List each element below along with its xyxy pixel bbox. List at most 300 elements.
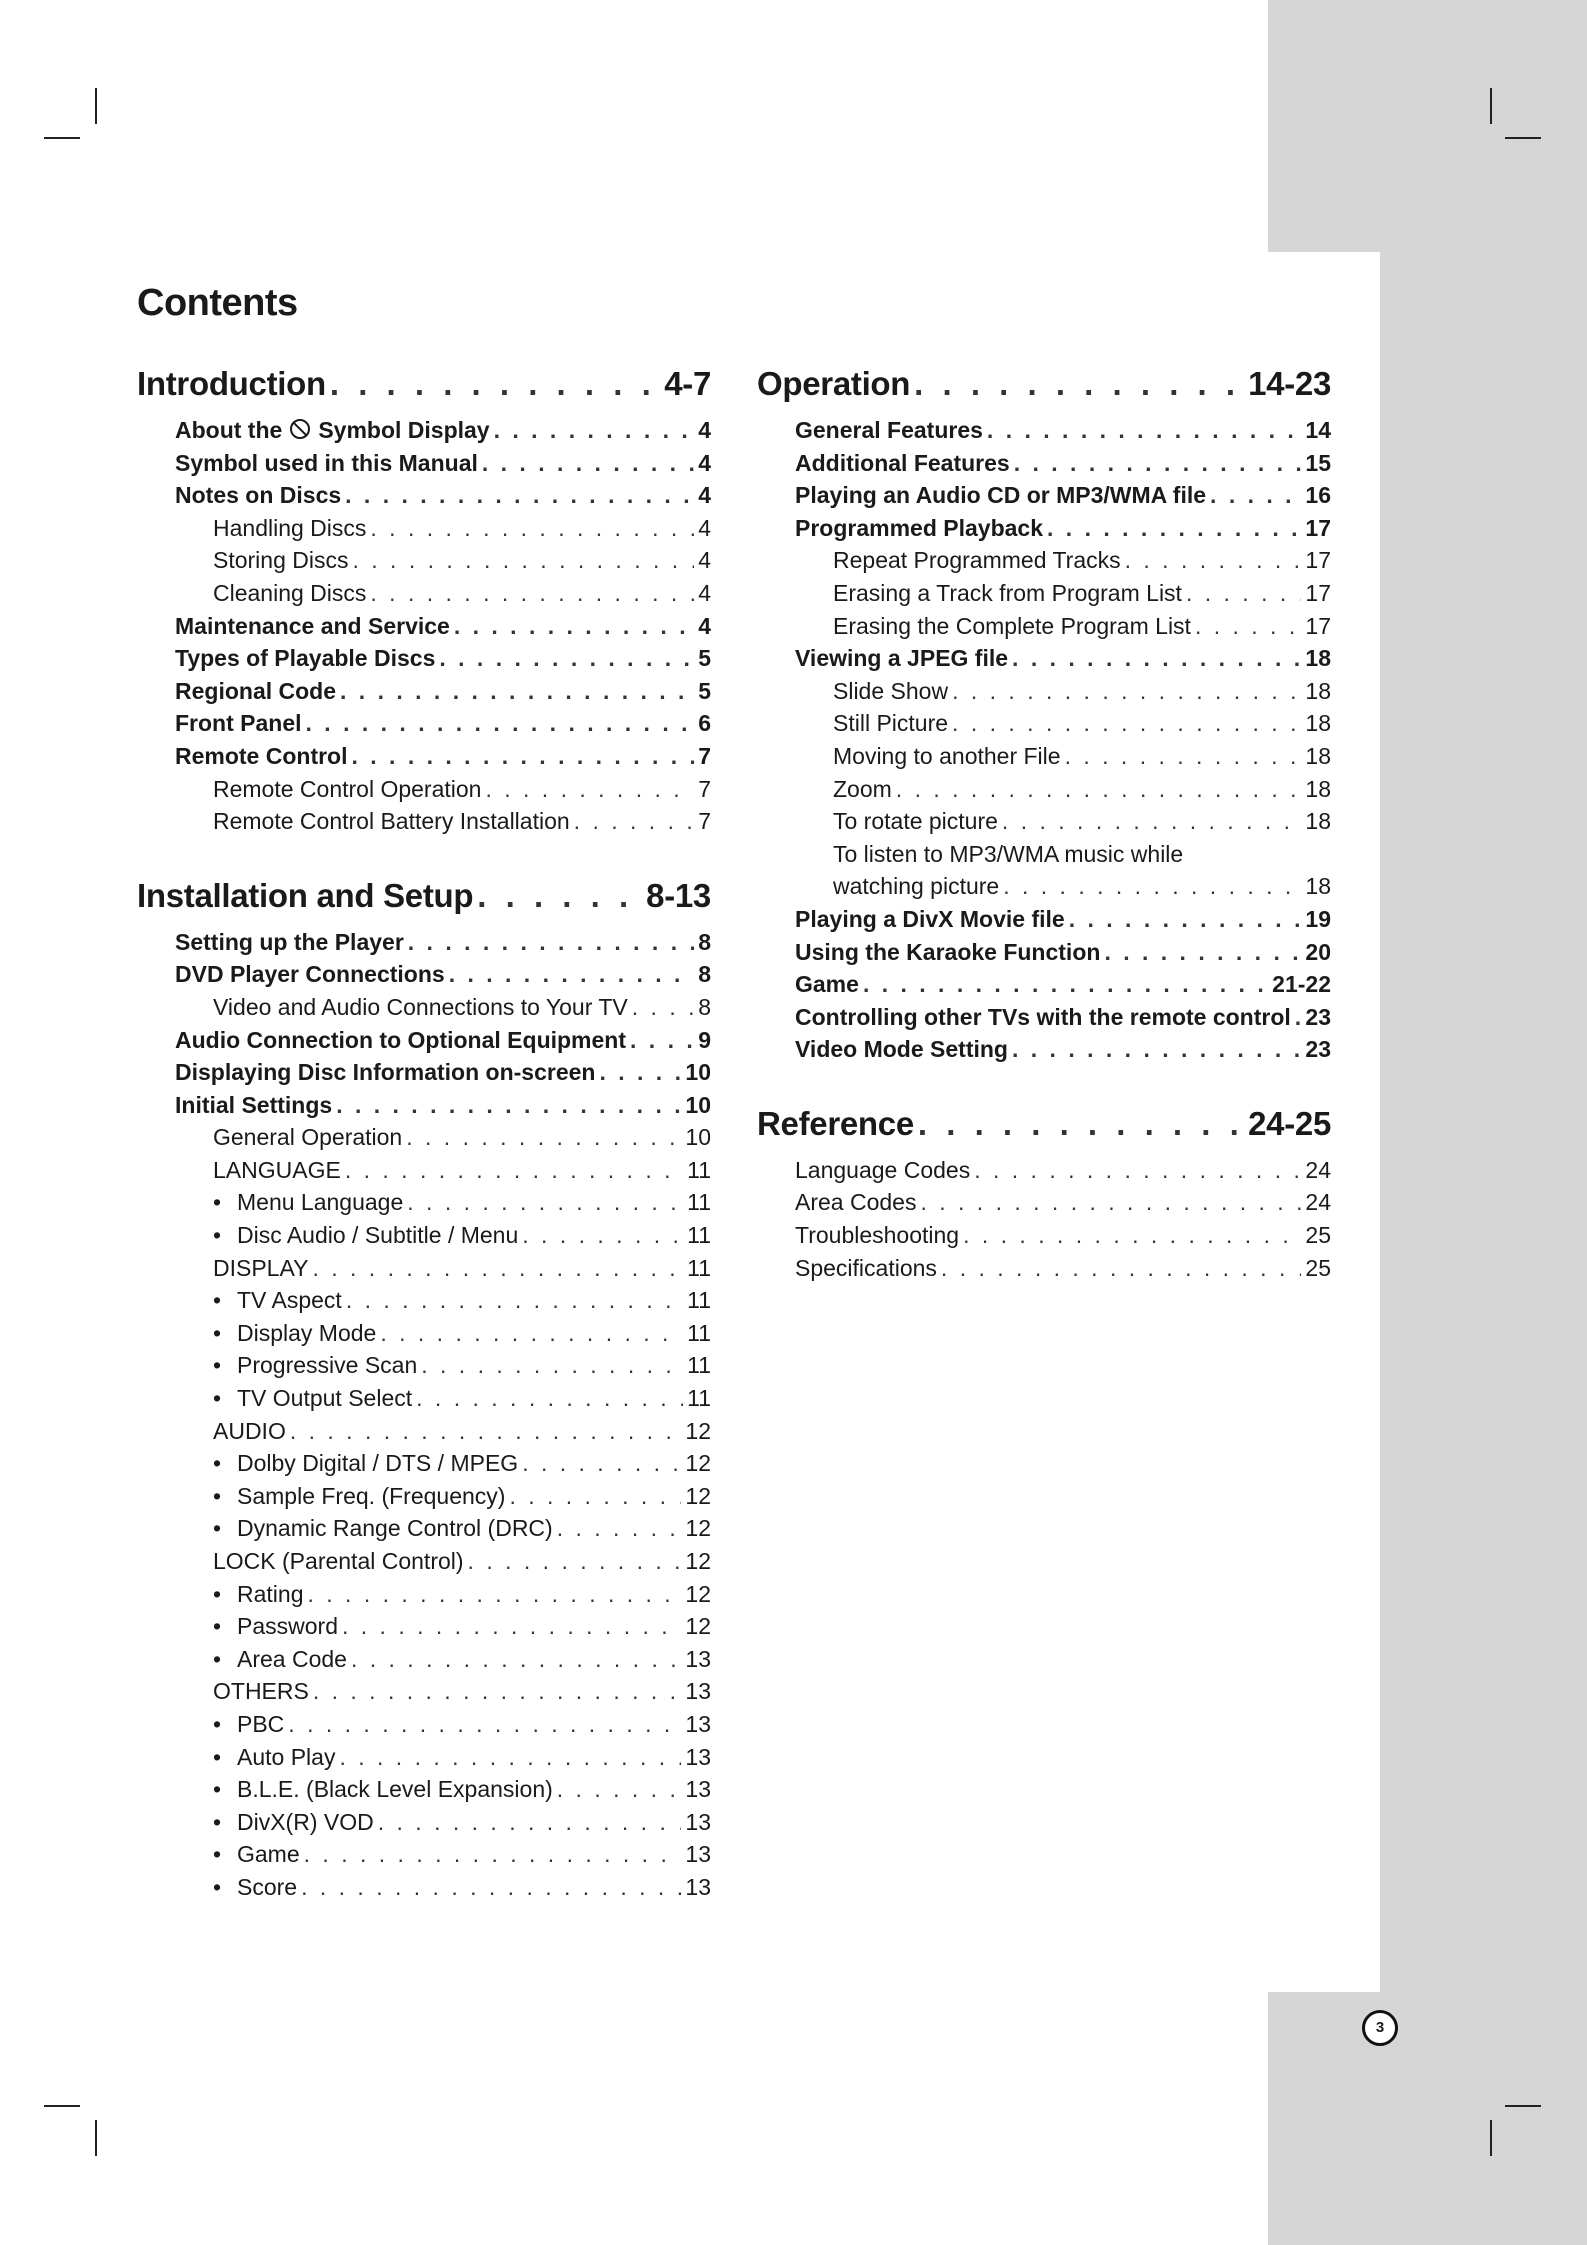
- toc-entry-page: 13: [685, 1873, 711, 1900]
- dot-leader: [952, 707, 1301, 740]
- bullet-icon: •: [213, 1222, 222, 1249]
- toc-entry[interactable]: [137, 1056, 711, 1089]
- toc-entry-label: OTHERS: [213, 1678, 309, 1705]
- section-heading[interactable]: [137, 874, 711, 918]
- bullet-icon: •: [213, 1645, 222, 1672]
- toc-entry[interactable]: [137, 1545, 711, 1578]
- toc-entry-page: 10: [685, 1059, 711, 1086]
- dot-leader: [346, 1284, 683, 1317]
- crop-mark: [1505, 137, 1541, 139]
- toc-entry-label: Sample Freq. (Frequency): [237, 1482, 506, 1509]
- toc-entry-label: Maintenance and Service: [175, 612, 450, 639]
- bullet-icon: •: [213, 1287, 222, 1314]
- toc-entry-page: 13: [685, 1645, 711, 1672]
- dot-leader: [378, 1806, 682, 1839]
- dot-leader: [630, 1024, 694, 1057]
- dot-leader: [288, 1708, 681, 1741]
- prohibit-icon: [290, 419, 310, 439]
- dot-leader: [863, 968, 1268, 1001]
- toc-entry[interactable]: [137, 414, 711, 447]
- toc-entry-page: 11: [687, 1319, 711, 1346]
- toc-entry[interactable]: [137, 1024, 711, 1057]
- section-heading[interactable]: [757, 1102, 1331, 1146]
- toc-entry-label: General Features: [795, 417, 983, 443]
- toc-entry-page: 12: [685, 1482, 711, 1509]
- toc-entry-page: 8: [698, 928, 711, 955]
- toc-entry[interactable]: [757, 1252, 1331, 1285]
- dot-leader: [557, 1512, 682, 1545]
- toc-entry-page: 25: [1305, 1254, 1331, 1281]
- dot-leader: [330, 362, 660, 406]
- dot-leader: [477, 874, 642, 918]
- bullet-icon: •: [213, 1808, 222, 1835]
- toc-entry-label-text: Symbol Display: [318, 417, 490, 443]
- toc-entry[interactable]: [757, 1001, 1331, 1034]
- toc-entry[interactable]: [757, 773, 1331, 806]
- toc-entry[interactable]: [757, 610, 1331, 643]
- toc-entry-page: 8: [698, 993, 711, 1020]
- toc-entry[interactable]: [757, 447, 1331, 480]
- toc-entry-label: Remote Control Operation: [213, 775, 482, 802]
- toc-entry-page: 13: [685, 1743, 711, 1770]
- toc-entry[interactable]: [757, 903, 1331, 936]
- toc-entry-label: LANGUAGE: [213, 1156, 341, 1183]
- toc-entry[interactable]: [137, 512, 711, 545]
- toc-entry-page: 17: [1305, 579, 1331, 606]
- toc-entry-label: Display Mode: [237, 1319, 377, 1346]
- toc-entry-label: Displaying Disc Information on-screen: [175, 1059, 596, 1086]
- toc-entry-page: 15: [1305, 449, 1331, 476]
- toc-entry-label: Audio Connection to Optional Equipment: [175, 1026, 627, 1053]
- toc-entry-label: Troubleshooting: [795, 1222, 960, 1249]
- bullet-icon: •: [213, 1710, 222, 1737]
- toc-entry[interactable]: [137, 773, 711, 806]
- toc-entry-page: 10: [685, 1124, 711, 1151]
- dot-leader: [454, 610, 694, 643]
- toc-entry-page: 11: [687, 1385, 711, 1412]
- toc-entry[interactable]: [137, 1675, 711, 1708]
- toc-entry-label: Erasing a Track from Program List: [833, 579, 1182, 606]
- toc-entry[interactable]: [137, 1610, 711, 1643]
- toc-entry[interactable]: [757, 479, 1331, 512]
- toc-entry-label: Front Panel: [175, 710, 302, 737]
- toc-entry[interactable]: [757, 1154, 1331, 1187]
- crop-mark: [95, 88, 97, 124]
- dot-leader: [974, 1154, 1301, 1187]
- bullet-icon: •: [213, 1743, 222, 1770]
- toc-entry[interactable]: [137, 926, 711, 959]
- toc-entry[interactable]: [137, 1741, 711, 1774]
- dot-leader: [509, 1480, 681, 1513]
- toc-column-left: [137, 362, 711, 1904]
- bullet-icon: •: [213, 1515, 222, 1542]
- toc-entry[interactable]: [137, 1838, 711, 1871]
- toc-entry-label: Cleaning Discs: [213, 579, 367, 606]
- page-title: Contents: [137, 282, 298, 324]
- bullet-icon: •: [213, 1352, 222, 1379]
- dot-leader: [345, 1154, 683, 1187]
- toc-entry[interactable]: [137, 805, 711, 838]
- toc-entry[interactable]: [757, 870, 1331, 903]
- toc-entry-page: 5: [698, 645, 711, 672]
- dot-leader: [522, 1219, 683, 1252]
- section-pages: 14-23: [1248, 365, 1331, 402]
- toc-entry[interactable]: [137, 1154, 711, 1187]
- dot-leader: [421, 1349, 683, 1382]
- dot-leader: [987, 414, 1301, 447]
- toc-entry-label: [175, 414, 490, 447]
- toc-entry-page: 11: [687, 1222, 711, 1249]
- toc-entry[interactable]: [137, 1317, 711, 1350]
- dot-leader: [920, 1186, 1301, 1219]
- toc-entry-page: 4: [698, 612, 711, 639]
- toc-entry-label: Auto Play: [237, 1743, 336, 1770]
- toc-entry-label: Game: [795, 971, 859, 998]
- section-pages: 4-7: [664, 365, 711, 402]
- dot-leader: [485, 773, 694, 806]
- toc-entry-page: 12: [685, 1580, 711, 1607]
- toc-entry-page: 7: [698, 775, 711, 802]
- toc-entry-label-text: About the: [175, 417, 283, 443]
- toc-entry[interactable]: [137, 1349, 711, 1382]
- page-number: 3: [1362, 2010, 1398, 2046]
- toc-entry-page: 13: [685, 1710, 711, 1737]
- toc-entry-page: 16: [1305, 482, 1331, 509]
- toc-entry-label: Viewing a JPEG file: [795, 645, 1009, 672]
- toc-entry-label: Additional Features: [795, 449, 1010, 476]
- dot-leader: [340, 675, 694, 708]
- dot-leader: [1125, 544, 1302, 577]
- toc-entry-label: Playing an Audio CD or MP3/WMA file: [795, 482, 1207, 509]
- dot-leader: [918, 1102, 1244, 1146]
- section-title: Installation and Setup: [137, 876, 474, 914]
- dot-leader: [1069, 903, 1302, 936]
- toc-entry[interactable]: [137, 1447, 711, 1480]
- dot-leader: [342, 1610, 681, 1643]
- toc-entry-label: Area Codes: [795, 1189, 917, 1216]
- dot-leader: [941, 1252, 1301, 1285]
- toc-entry[interactable]: [137, 1512, 711, 1545]
- toc-entry-page: 24: [1305, 1189, 1331, 1216]
- toc-entry[interactable]: [757, 1186, 1331, 1219]
- toc-entry-page: 4: [698, 449, 711, 476]
- toc-entry-page: 4: [698, 514, 711, 541]
- dot-leader: [416, 1382, 683, 1415]
- toc-entry[interactable]: [757, 740, 1331, 773]
- toc-entry[interactable]: [137, 1578, 711, 1611]
- dot-leader: [468, 1545, 682, 1578]
- section-pages: 8-13: [646, 876, 711, 914]
- toc-entry-page: 18: [1305, 677, 1331, 704]
- toc-entry-page: 10: [685, 1091, 711, 1118]
- dot-leader: [574, 805, 695, 838]
- toc-entry-label: Game: [237, 1841, 300, 1868]
- section-heading[interactable]: [137, 362, 711, 406]
- toc-entry-page: 11: [687, 1287, 711, 1314]
- bullet-icon: •: [213, 1189, 222, 1216]
- bullet-icon: •: [213, 1873, 222, 1900]
- toc-entry-label: Setting up the Player: [175, 928, 404, 955]
- dot-leader: [352, 544, 694, 577]
- toc-entry[interactable]: [137, 1480, 711, 1513]
- dot-leader: [557, 1773, 682, 1806]
- toc-entry[interactable]: [757, 512, 1331, 545]
- toc-entry-page: 11: [687, 1189, 711, 1216]
- dot-leader: [370, 577, 694, 610]
- toc-entry-label: B.L.E. (Black Level Expansion): [237, 1776, 553, 1803]
- toc-entry[interactable]: [137, 1773, 711, 1806]
- dot-leader: [1002, 805, 1301, 838]
- bullet-icon: •: [213, 1450, 222, 1477]
- crop-mark: [44, 137, 80, 139]
- dot-leader: [304, 1838, 682, 1871]
- toc-entry[interactable]: [137, 544, 711, 577]
- toc-entry-label: watching picture: [833, 873, 1000, 900]
- toc-entry[interactable]: [137, 1284, 711, 1317]
- section-heading[interactable]: [757, 362, 1331, 406]
- toc-entry-label: Specifications: [795, 1254, 937, 1281]
- margin-shade-bottom: [1268, 1992, 1587, 2245]
- toc-entry-page: 4: [698, 417, 711, 443]
- section-title: Reference: [757, 1104, 914, 1142]
- dot-leader: [632, 991, 694, 1024]
- dot-leader: [1195, 610, 1301, 643]
- dot-leader: [290, 1415, 682, 1448]
- bullet-icon: •: [213, 1613, 222, 1640]
- toc-entry-page: 25: [1305, 1222, 1331, 1249]
- section-title: Operation: [757, 365, 911, 402]
- margin-shade-right: [1380, 0, 1587, 2245]
- dot-leader: [1065, 740, 1302, 773]
- toc-entry-label: Video Mode Setting: [795, 1036, 1008, 1063]
- toc-entry[interactable]: [137, 1186, 711, 1219]
- toc-entry[interactable]: [137, 610, 711, 643]
- section-title: Introduction: [137, 365, 326, 402]
- toc-entry-line: To listen to MP3/WMA music while: [833, 840, 1184, 867]
- toc-entry[interactable]: [137, 1252, 711, 1285]
- dot-leader: [1210, 479, 1301, 512]
- toc-entry[interactable]: [137, 991, 711, 1024]
- toc-entry-page: 4: [698, 579, 711, 606]
- toc-entry-page: 18: [1305, 645, 1331, 672]
- toc-entry-label: General Operation: [213, 1124, 403, 1151]
- crop-mark: [1490, 2120, 1492, 2156]
- toc-entry-page: 23: [1305, 1003, 1331, 1030]
- crop-mark: [44, 2105, 80, 2107]
- dot-leader: [896, 773, 1302, 806]
- toc-entry-label: Still Picture: [833, 710, 949, 737]
- dot-leader: [352, 740, 695, 773]
- toc-entry[interactable]: [137, 1089, 711, 1122]
- dot-leader: [336, 1089, 681, 1122]
- dot-leader: [952, 675, 1301, 708]
- dot-leader: [408, 926, 694, 959]
- dot-leader: [351, 1643, 681, 1676]
- toc-entry[interactable]: [137, 1643, 711, 1676]
- toc-entry-label: Dolby Digital / DTS / MPEG: [237, 1450, 519, 1477]
- toc-entry-page: 7: [698, 808, 711, 835]
- toc-entry-label: LOCK (Parental Control): [213, 1548, 464, 1574]
- toc-entry[interactable]: [137, 1415, 711, 1448]
- dot-leader: [482, 447, 694, 480]
- toc-entry-label: Erasing the Complete Program List: [833, 612, 1191, 639]
- dot-leader: [439, 642, 694, 675]
- dot-leader: [301, 1871, 681, 1904]
- toc-entry-label: Video and Audio Connections to Your TV: [213, 993, 628, 1020]
- crop-mark: [1490, 88, 1492, 124]
- toc-entry-page: 17: [1305, 547, 1331, 574]
- toc-entry-label: Zoom: [833, 775, 892, 802]
- toc-entry[interactable]: [757, 805, 1331, 838]
- dot-leader: [1047, 512, 1301, 545]
- toc-entry[interactable]: [137, 1382, 711, 1415]
- toc-entry-page: 18: [1305, 710, 1331, 737]
- dot-leader: [370, 512, 694, 545]
- bullet-icon: •: [213, 1482, 222, 1509]
- toc-entry-page: 8: [698, 961, 711, 988]
- toc-entry-page: 17: [1305, 514, 1331, 541]
- toc-entry-page: 4: [698, 547, 711, 574]
- toc-entry[interactable]: [757, 1033, 1331, 1066]
- toc-entry-label: Language Codes: [795, 1156, 971, 1183]
- dot-leader: [963, 1219, 1301, 1252]
- toc-entry[interactable]: [137, 1121, 711, 1154]
- dot-leader: [313, 1675, 682, 1708]
- toc-entry-page: 23: [1305, 1036, 1331, 1063]
- toc-entry-label: Moving to another File: [833, 742, 1061, 769]
- dot-leader: [339, 1741, 681, 1774]
- toc-entry-label: Symbol used in this Manual: [175, 449, 478, 476]
- toc-entry[interactable]: [757, 642, 1331, 675]
- toc-entry-label: Regional Code: [175, 677, 337, 704]
- toc-entry[interactable]: [757, 544, 1331, 577]
- toc-entry[interactable]: [137, 479, 711, 512]
- toc-entry-page: 19: [1305, 905, 1331, 932]
- toc-entry-label: Disc Audio / Subtitle / Menu: [237, 1222, 519, 1249]
- dot-leader: [1014, 447, 1302, 480]
- toc-entry[interactable]: [757, 968, 1331, 1001]
- toc-entry[interactable]: [137, 1708, 711, 1741]
- toc-entry-page: 13: [685, 1776, 711, 1803]
- toc-entry-page: 12: [685, 1450, 711, 1477]
- toc-entry[interactable]: [757, 936, 1331, 969]
- toc-entry-page: 21-22: [1272, 971, 1331, 998]
- toc-entry-label: Rating: [237, 1580, 304, 1607]
- bullet-icon: •: [213, 1580, 222, 1607]
- toc-entry-label: Dynamic Range Control (DRC): [237, 1515, 553, 1542]
- toc-entry-label: TV Output Select: [237, 1385, 413, 1412]
- toc-entry-label: Notes on Discs: [175, 482, 342, 509]
- section-spacer: [137, 838, 711, 874]
- toc-entry-page: 18: [1305, 742, 1331, 769]
- toc-entry-label: Types of Playable Discs: [175, 645, 436, 672]
- bullet-icon: •: [213, 1319, 222, 1346]
- toc-entry[interactable]: [137, 1219, 711, 1252]
- toc-entry-label: DISPLAY: [213, 1254, 309, 1281]
- dot-leader: [522, 1447, 681, 1480]
- toc-entry-page: 12: [685, 1417, 711, 1444]
- toc-entry-label: AUDIO: [213, 1417, 286, 1444]
- toc-entry-page: 12: [685, 1515, 711, 1542]
- toc-entry[interactable]: [137, 577, 711, 610]
- toc-entry[interactable]: [757, 707, 1331, 740]
- toc-entry-label: Password: [237, 1613, 338, 1640]
- toc-entry[interactable]: [137, 675, 711, 708]
- toc-entry[interactable]: [137, 447, 711, 480]
- toc-entry-page: 11: [687, 1254, 711, 1281]
- toc-entry-page: 6: [698, 710, 711, 737]
- toc-entry-page: 11: [687, 1156, 711, 1183]
- toc-entry-page: 5: [698, 677, 711, 704]
- dot-leader: [1003, 870, 1301, 903]
- toc-entry[interactable]: [757, 675, 1331, 708]
- toc-entry-page: 18: [1305, 775, 1331, 802]
- toc-entry-page: 14: [1305, 417, 1331, 443]
- dot-leader: [494, 414, 695, 447]
- toc-entry-page: 17: [1305, 612, 1331, 639]
- dot-leader: [406, 1121, 681, 1154]
- dot-leader: [1186, 577, 1301, 610]
- toc-entry-label: Menu Language: [237, 1189, 404, 1216]
- toc-entry-label: Playing a DivX Movie file: [795, 905, 1065, 932]
- toc-entry-page: 20: [1305, 938, 1331, 965]
- dot-leader: [449, 958, 695, 991]
- toc-entry-label: Slide Show: [833, 677, 949, 704]
- dot-leader: [306, 707, 695, 740]
- bullet-icon: •: [213, 1841, 222, 1868]
- toc-entry-label: Handling Discs: [213, 514, 367, 541]
- dot-leader: [599, 1056, 681, 1089]
- toc-entry[interactable]: [757, 414, 1331, 447]
- toc-entry-label: Initial Settings: [175, 1091, 333, 1118]
- toc-column-right: [757, 362, 1331, 1284]
- toc-entry-label: Using the Karaoke Function: [795, 938, 1101, 965]
- toc-entry[interactable]: [757, 577, 1331, 610]
- toc-entry-page: 24: [1305, 1156, 1331, 1183]
- section-pages: 24-25: [1248, 1104, 1331, 1142]
- toc-entry-label: Controlling other TVs with the remote control: [795, 1003, 1291, 1030]
- dot-leader: [380, 1317, 683, 1350]
- toc-entry[interactable]: [137, 958, 711, 991]
- toc-entry[interactable]: [757, 1219, 1331, 1252]
- dot-leader: [345, 479, 694, 512]
- toc-entry[interactable]: [137, 1806, 711, 1839]
- toc-entry-page: 18: [1305, 873, 1331, 900]
- toc-entry-page: 13: [685, 1678, 711, 1705]
- toc-entry[interactable]: [137, 707, 711, 740]
- toc-entry-page: 12: [685, 1613, 711, 1640]
- toc-entry-label: Score: [237, 1873, 298, 1900]
- toc-entry-page: 7: [698, 742, 711, 769]
- toc-entry-label: Remote Control Battery Installation: [213, 808, 570, 835]
- bullet-icon: •: [213, 1776, 222, 1803]
- section-spacer: [757, 1066, 1331, 1102]
- toc-entry[interactable]: [137, 1871, 711, 1904]
- toc-entry-label: Repeat Programmed Tracks: [833, 547, 1121, 574]
- toc-entry-page: 11: [687, 1352, 711, 1379]
- toc-entry-label: PBC: [237, 1710, 285, 1737]
- toc-entry[interactable]: [137, 740, 711, 773]
- toc-entry[interactable]: [137, 642, 711, 675]
- dot-leader: [1012, 642, 1301, 675]
- toc-entry-label: Area Code: [237, 1645, 347, 1672]
- toc-entry-label: Progressive Scan: [237, 1352, 418, 1379]
- dot-leader: [307, 1578, 681, 1611]
- bullet-icon: •: [213, 1385, 222, 1412]
- crop-mark: [1505, 2105, 1541, 2107]
- dot-leader: [1012, 1033, 1301, 1066]
- dot-leader: [312, 1252, 683, 1285]
